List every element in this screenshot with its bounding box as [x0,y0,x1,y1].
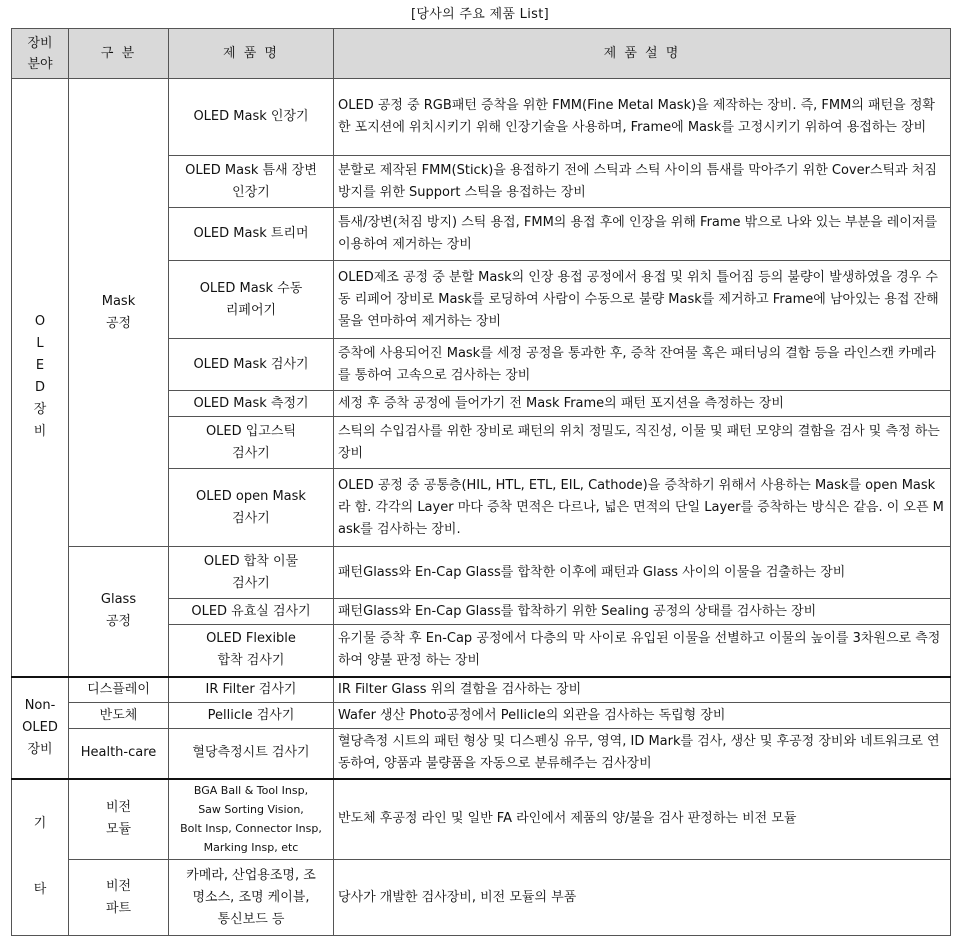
table-row [12,79,951,156]
product-list-table [11,28,951,936]
category-label: 비전 모듈 [69,779,169,860]
product-name: OLED Mask 인장기 [169,79,334,156]
product-description: 분할로 제작된 FMM(Stick)을 용접하기 전에 스틱과 스틱 사이의 틈새를 막아주기 위한 Cover스틱과 처짐 방지를 위한 Support 스틱을 용접하는 장비 [334,156,951,208]
page-title: [당사의 주요 제품 List] [411,7,549,22]
product-description: 유기물 증착 후 En-Cap 공정에서 다층의 막 사이로 유입된 이물을 선별하고 이물의 높이를 3차원으로 측정하여 양불 판정 하는 장비 [334,625,951,677]
product-description: 당사가 개발한 검사장비, 비전 모듈의 부품 [334,860,951,936]
table-header-row [12,29,951,79]
product-name: OLED open Mask 검사기 [169,469,334,547]
product-name: OLED 합착 이물 검사기 [169,547,334,599]
product-description: 세정 후 증착 공정에 들어가기 전 Mask Frame의 패턴 포지션을 측정하는 장비 [334,391,951,417]
product-name: Pellicle 검사기 [169,703,334,729]
table-row [12,729,951,779]
table-row [12,779,951,860]
product-description: OLED제조 공정 중 분할 Mask의 인장 용접 공정에서 용접 및 위치 틀어짐 등의 불량이 발생하였을 경우 수동 리페어 장비로 Mask를 로딩하여 사람이 수동으로 불량 Mask를 제거하고 Frame에 남아있는 용접 잔해물을 연마하여 제거하는 장비 [334,261,951,339]
product-name: OLED Mask 틈새 장변 인장기 [169,156,334,208]
product-description: 증착에 사용되어진 Mask를 세정 공정을 통과한 후, 증착 잔여물 혹은 패터닝의 결함 등을 라인스캔 카메라를 통하여 고속으로 검사하는 장비 [334,339,951,391]
product-name: BGA Ball & Tool Insp, Saw Sorting Vision, Bolt Insp, Connector Insp, Marking Insp, etc [169,779,334,860]
product-name: OLED Mask 측정기 [169,391,334,417]
header-product: 제 품 명 [169,29,334,79]
category-mask-process: Mask 공정 [69,79,169,547]
table-row [12,677,951,703]
product-name: 카메라, 산업용조명, 조 명소스, 조명 케이블, 통신보드 등 [169,860,334,936]
product-name: IR Filter 검사기 [169,677,334,703]
field-non-oled: Non- OLED 장비 [12,677,69,779]
product-description: 패턴Glass와 En-Cap Glass를 합착하기 위한 Sealing 공정의 상태를 검사하는 장비 [334,599,951,625]
category-label: 디스플레이 [69,677,169,703]
field-oled: O L E D 장 비 [12,79,69,677]
product-description: OLED 공정 중 RGB패턴 증착을 위한 FMM(Fine Metal Mask)을 제작하는 장비. 즉, FMM의 패턴을 정확한 포지션에 위치시키기 위해 인장기술을 사용하며, Frame에 Mask를 고정시키기 위하여 용접하는 장비 [334,79,951,156]
product-name: OLED Flexible 합착 검사기 [169,625,334,677]
category-label: 비전 파트 [69,860,169,936]
product-description: Wafer 생산 Photo공정에서 Pellicle의 외관을 검사하는 독립형 장비 [334,703,951,729]
product-description: 혈당측정 시트의 패턴 형상 및 디스펜싱 유무, 영역, ID Mark를 검사, 생산 및 후공정 장비와 네트워크로 연동하여, 양품과 불량품을 자동으로 분류해주는 검사장비 [334,729,951,779]
product-description: IR Filter Glass 위의 결함을 검사하는 장비 [334,677,951,703]
header-description: 제 품 설 명 [334,29,951,79]
product-description: OLED 공정 중 공통층(HIL, HTL, ETL, EIL, Cathode)을 증착하기 위해서 사용하는 Mask를 open Mask라 함. 각각의 Layer 마다 증착 면적은 다르나, 넓은 면적의 단일 Layer를 증착하는 방식은 같음. 이 오픈 Mask를 검사하는 장비. [334,469,951,547]
category-glass-process: Glass 공정 [69,547,169,677]
category-label: Health-care [69,729,169,779]
product-description: 틈새/장변(처짐 방지) 스틱 용접, FMM의 용접 후에 인장을 위해 Frame 밖으로 나와 있는 부분을 레이저를 이용하여 제거하는 장비 [334,208,951,261]
product-name: 혈당측정시트 검사기 [169,729,334,779]
product-name: OLED Mask 검사기 [169,339,334,391]
table-row [12,860,951,936]
product-description: 스틱의 수입검사를 위한 장비로 패턴의 위치 정밀도, 직진성, 이물 및 패턴 모양의 결함을 검사 및 측정 하는 장비 [334,417,951,469]
field-etc: 기 타 [12,779,69,936]
header-field: 장비 분야 [12,29,69,79]
product-description: 반도체 후공정 라인 및 일반 FA 라인에서 제품의 양/불을 검사 판정하는 비전 모듈 [334,779,951,860]
header-category: 구 분 [69,29,169,79]
product-name: OLED 유효실 검사기 [169,599,334,625]
product-name: OLED Mask 수동 리페어기 [169,261,334,339]
product-name: OLED Mask 트리머 [169,208,334,261]
table-row [12,547,951,599]
table-row [12,703,951,729]
product-name: OLED 입고스틱 검사기 [169,417,334,469]
product-description: 패턴Glass와 En-Cap Glass를 합착한 이후에 패턴과 Glass 사이의 이물을 검출하는 장비 [334,547,951,599]
category-label: 반도체 [69,703,169,729]
